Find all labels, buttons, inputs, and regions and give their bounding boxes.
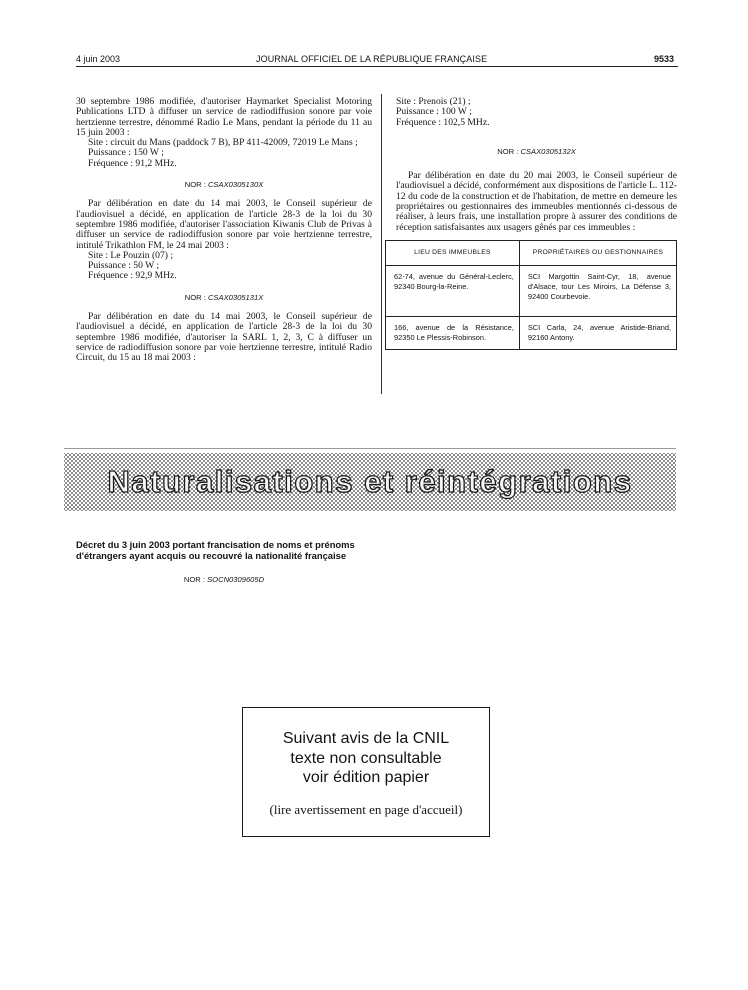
section-title: Naturalisations et réintégrations xyxy=(107,464,633,499)
paragraph-radio-le-mans: 30 septembre 1986 modifiée, d'autoriser Haymarket Specialist Motoring Publications LTD à diffuser un service de radiodiffusion sonore par voie hertzienne terrestre, dénommé Radio Le Mans, pendant la période du 11 au 15 juin 2003 : xyxy=(76,96,372,138)
table-row xyxy=(386,317,677,350)
table-cell: SCI Carla, 24, avenue Aristide-Briand, 92160 Antony. xyxy=(519,317,676,350)
table-cell: SCI Margottin Saint-Cyr, 18, avenue d'Alsace, tour Les Miroirs, La Défense 3, 92400 Courbevoie. xyxy=(519,266,676,317)
power-line: Puissance : 150 W ; xyxy=(88,147,164,159)
cnil-line: texte non consultable xyxy=(290,749,442,767)
frequency-line: Fréquence : 91,2 MHz. xyxy=(88,157,177,169)
paragraph-mise-en-demeure: Par délibération en date du 20 mai 2003, le Conseil supérieur de l'audiovisuel a décidé, conformément aux dispositions de l'article L. 112-12 du code de la construction et de l'habitation, de mettre en demeure les propriétaires ou gestionnaires des immeubles mentionnés ci-dessous de réaliser, à leurs frais, une installation propre à assurer des conditions de réception satisfaisantes aux usagers gênés par ces immeubles : xyxy=(396,170,677,233)
table-row xyxy=(386,266,677,317)
column-header: PROPRIÉTAIRES OU GESTIONNAIRES xyxy=(519,240,676,265)
site-line: Site : Le Pouzin (07) ; xyxy=(88,249,173,261)
cnil-line: voir édition papier xyxy=(302,769,430,786)
nor-reference xyxy=(76,180,372,190)
power-line: Puissance : 100 W ; xyxy=(396,106,472,118)
cnil-line: Suivant avis de la CNIL xyxy=(282,730,450,747)
paragraph-trikathlon: Par délibération en date du 14 mai 2003, le Conseil supérieur de l'audiovisuel a décidé, en application de l'article 28-3 de la loi du 30 septembre 1986 modifiée, d'autoriser l'association Kiwanis Club de Privas à diffuser un service de radiodiffusion sonore par voie hertzienne terrestre, intitulé Trikathlon FM, le 24 mai 2003 : xyxy=(76,198,372,251)
site-line: Site : circuit du Mans (paddock 7 B), BP 411-42009, 72019 Le Mans ; xyxy=(88,137,358,149)
frequency-line: Fréquence : 92,9 MHz. xyxy=(88,270,177,282)
cnil-note: (lire avertissement en page d'accueil) xyxy=(269,801,463,817)
journal-title: JOURNAL OFFICIEL DE LA RÉPUBLIQUE FRANÇAISE xyxy=(256,54,488,64)
left-column xyxy=(76,97,372,364)
frequency-line: Fréquence : 102,5 MHz. xyxy=(396,116,490,128)
site-line: Site : Prenois (21) ; xyxy=(396,96,471,107)
column-divider xyxy=(381,94,382,394)
nor-reference xyxy=(76,293,372,303)
paragraph-radio-circuit: Par délibération en date du 14 mai 2003, le Conseil supérieur de l'audiovisuel a décidé, en application de l'article 28-3 de la loi du 30 septembre 1986 modifiée, d'autoriser la SARL 1, 2, 3, C à diffuser un service de radiodiffusion sonore par voie hertzienne terrestre, intitulé Radio Circuit, du 15 au 18 mai 2003 : xyxy=(76,311,372,364)
nor-label: NOR : xyxy=(184,292,206,302)
nor-label: NOR : xyxy=(183,575,205,584)
cnil-notice-box xyxy=(242,707,490,837)
decree-title: Décret du 3 juin 2003 portant francisation de noms et prénoms d'étrangers ayant acquis ou recouvré la nationalité française xyxy=(76,539,355,561)
table-cell: 62-74, avenue du Général-Leclerc, 92340 Bourg-la-Reine. xyxy=(386,266,520,317)
nor-label: NOR : xyxy=(497,146,519,156)
column-header: LIEU DES IMMEUBLES xyxy=(386,240,520,265)
nor-label: NOR : xyxy=(184,180,206,190)
nor-reference xyxy=(396,147,677,157)
banner-rule xyxy=(64,448,676,449)
header-date: 4 juin 2003 xyxy=(76,54,121,64)
table-header-row xyxy=(386,240,677,265)
nor-code: CSAX0305131X xyxy=(207,292,264,302)
right-column xyxy=(396,97,677,350)
page-number: 9533 xyxy=(654,54,675,64)
nor-code: CSAX0305132X xyxy=(520,146,576,156)
nor-code: CSAX0305130X xyxy=(207,180,264,190)
buildings-table xyxy=(385,240,677,350)
power-line: Puissance : 50 W ; xyxy=(88,260,160,272)
nor-code: SOCN0309605D xyxy=(207,575,265,584)
table-cell: 166, avenue de la Résistance, 92350 Le Plessis-Robinson. xyxy=(386,317,520,350)
nor-reference xyxy=(76,575,372,584)
header-rule xyxy=(76,66,678,67)
